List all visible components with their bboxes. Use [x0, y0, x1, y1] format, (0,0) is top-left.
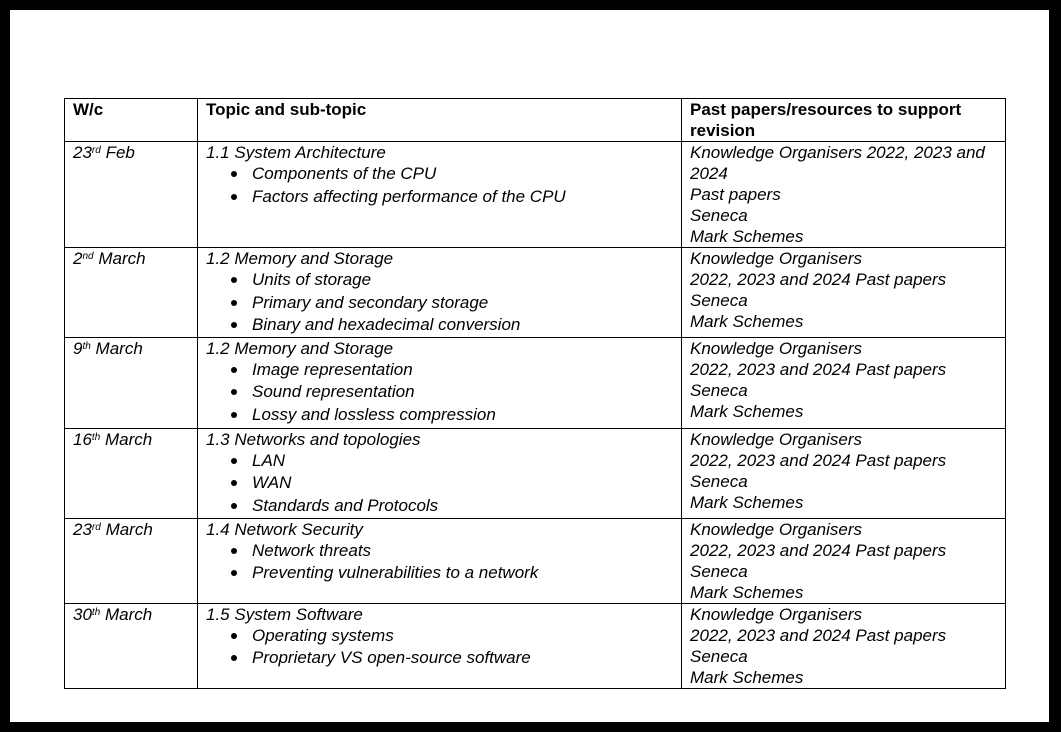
subtopic-text: Preventing vulnerabilities to a network	[252, 563, 539, 582]
resources-cell	[682, 603, 1006, 688]
week-commencing-cell	[65, 428, 198, 518]
week-month: March	[105, 519, 153, 539]
resource-line: Knowledge Organisers	[690, 429, 862, 449]
subtopic-text: Binary and hexadecimal conversion	[252, 315, 521, 334]
week-day-suffix: th	[91, 431, 101, 443]
resources-cell	[682, 248, 1006, 338]
topic-title: 1.1 System Architecture	[206, 143, 386, 162]
week-day-suffix: nd	[82, 251, 94, 262]
resource-line: 2022, 2023 and 2024 Past papers	[690, 359, 947, 379]
week-day: 30	[73, 604, 92, 624]
subtopic-text: Components of the CPU	[252, 164, 437, 183]
subtopic-item	[228, 540, 675, 563]
header-topic: Topic and sub-topic	[198, 99, 682, 142]
subtopic-list	[206, 450, 675, 518]
week-day-suffix: rd	[91, 521, 101, 533]
week-day: 23	[73, 519, 92, 539]
week-month: March	[105, 604, 153, 624]
resource-line: Seneca	[690, 206, 748, 225]
bullet-icon	[231, 277, 237, 283]
subtopic-text: Lossy and lossless compression	[252, 404, 496, 424]
subtopic-text: Primary and secondary storage	[252, 292, 489, 312]
table-row	[65, 518, 1006, 603]
subtopic-text: Operating systems	[252, 625, 394, 645]
subtopic-text: Image representation	[252, 359, 413, 379]
topic-title: 1.2 Memory and Storage	[206, 338, 394, 358]
bullet-icon	[231, 300, 237, 306]
bullet-icon	[231, 389, 237, 395]
week-day: 2	[73, 249, 83, 268]
week-month: March	[95, 338, 143, 358]
header-week-commencing: W/c	[65, 99, 198, 142]
resource-line: Knowledge Organisers	[690, 338, 862, 358]
subtopic-list	[206, 625, 675, 670]
topic-cell	[198, 603, 682, 688]
week-commencing-cell	[65, 142, 198, 248]
week-commencing-cell	[65, 518, 198, 603]
subtopic-item	[228, 359, 675, 382]
subtopic-item	[228, 562, 675, 585]
table-row	[65, 142, 1006, 248]
subtopic-item	[228, 450, 675, 473]
topic-title: 1.2 Memory and Storage	[206, 249, 394, 268]
subtopic-text: Standards and Protocols	[252, 495, 439, 515]
resource-line: 2022, 2023 and 2024 Past papers	[690, 540, 947, 560]
subtopic-text: Units of storage	[252, 270, 372, 289]
subtopic-list	[206, 163, 675, 208]
resource-line: Knowledge Organisers	[690, 249, 862, 268]
resource-line: Mark Schemes	[690, 312, 804, 331]
resource-line: Mark Schemes	[690, 582, 804, 602]
resource-line: 2022, 2023 and 2024 Past papers	[690, 450, 947, 470]
subtopic-item	[228, 647, 675, 670]
bullet-icon	[231, 367, 237, 373]
subtopic-item	[228, 314, 675, 337]
resource-line: Mark Schemes	[690, 401, 804, 421]
resource-line: Mark Schemes	[690, 667, 804, 687]
resource-line: 2022, 2023 and 2024 Past papers	[690, 270, 947, 289]
subtopic-text: Network threats	[252, 540, 372, 560]
resources-cell	[682, 337, 1006, 428]
bullet-icon	[231, 655, 237, 661]
week-day: 16	[73, 429, 92, 449]
subtopic-text: Proprietary VS open-source software	[252, 648, 531, 667]
bullet-icon	[231, 570, 237, 576]
table-row	[65, 337, 1006, 428]
bullet-icon	[231, 480, 237, 486]
topic-cell	[198, 248, 682, 338]
bullet-icon	[231, 548, 237, 554]
resource-line: 2022, 2023 and 2024 Past papers	[690, 625, 947, 645]
table-row	[65, 248, 1006, 338]
week-commencing-cell	[65, 603, 198, 688]
resource-line: Seneca	[690, 561, 748, 581]
revision-plan-table	[64, 98, 1006, 689]
subtopic-item	[228, 472, 675, 495]
resource-line: Knowledge Organisers	[690, 604, 862, 624]
topic-cell	[198, 518, 682, 603]
subtopic-item	[228, 186, 675, 209]
week-commencing-cell	[65, 248, 198, 338]
resource-line: Seneca	[690, 646, 748, 666]
resource-line: Knowledge Organisers 2022, 2023 and 2024	[690, 143, 985, 183]
bullet-icon	[231, 458, 237, 464]
subtopic-item	[228, 625, 675, 648]
resource-line: Seneca	[690, 471, 748, 491]
subtopic-item	[228, 381, 675, 404]
subtopic-list	[206, 359, 675, 427]
week-day-suffix: rd	[91, 145, 101, 156]
document-page	[10, 10, 1049, 722]
subtopic-text: Sound representation	[252, 382, 415, 401]
resource-line: Seneca	[690, 380, 748, 400]
bullet-icon	[231, 503, 237, 509]
resource-line: Past papers	[690, 185, 781, 204]
resource-line: Knowledge Organisers	[690, 519, 862, 539]
resource-line: Mark Schemes	[690, 227, 804, 246]
subtopic-text: Factors affecting performance of the CPU	[252, 186, 566, 206]
table-header-row	[65, 99, 1006, 142]
subtopic-item	[228, 495, 675, 518]
week-day: 23	[73, 143, 92, 162]
subtopic-item	[228, 404, 675, 427]
week-day: 9	[73, 338, 83, 358]
subtopic-item	[228, 269, 675, 292]
table-row	[65, 603, 1006, 688]
topic-cell	[198, 428, 682, 518]
table-row	[65, 428, 1006, 518]
subtopic-item	[228, 163, 675, 186]
resources-cell	[682, 518, 1006, 603]
topic-title: 1.4 Network Security	[206, 519, 363, 539]
topic-title: 1.5 System Software	[206, 604, 363, 624]
week-month: March	[98, 249, 146, 268]
bullet-icon	[231, 171, 237, 177]
topic-title: 1.3 Networks and topologies	[206, 429, 421, 449]
week-month: Feb	[105, 143, 135, 162]
subtopic-list	[206, 540, 675, 585]
resource-line: Mark Schemes	[690, 492, 804, 512]
week-commencing-cell	[65, 337, 198, 428]
bullet-icon	[231, 633, 237, 639]
subtopic-text: WAN	[252, 473, 292, 492]
resource-line: Seneca	[690, 291, 748, 310]
bullet-icon	[231, 194, 237, 200]
resources-cell	[682, 142, 1006, 248]
subtopic-item	[228, 292, 675, 315]
week-day-suffix: th	[82, 340, 91, 352]
bullet-icon	[231, 322, 237, 328]
bullet-icon	[231, 412, 237, 418]
header-resources: Past papers/resources to support revision	[682, 99, 1006, 142]
subtopic-text: LAN	[252, 450, 286, 470]
topic-cell	[198, 142, 682, 248]
resources-cell	[682, 428, 1006, 518]
week-month: March	[105, 429, 153, 449]
topic-cell	[198, 337, 682, 428]
week-day-suffix: th	[91, 606, 101, 618]
subtopic-list	[206, 269, 675, 337]
